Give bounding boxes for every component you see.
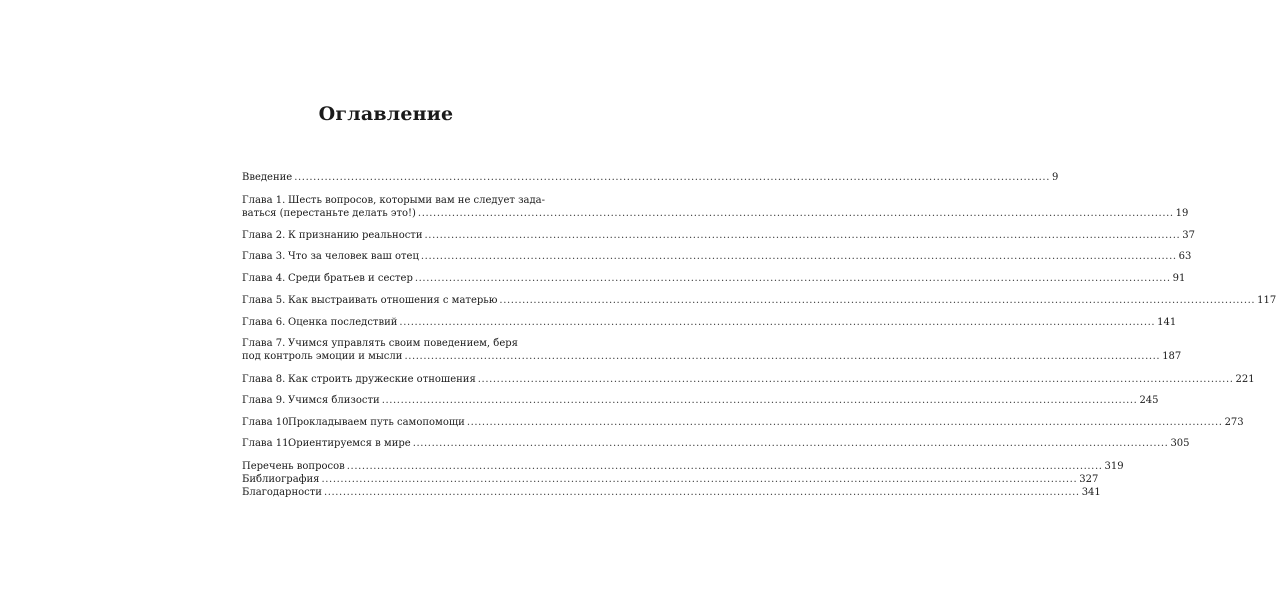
toc-entry-text: К признанию реальности bbox=[288, 230, 423, 241]
toc-entry-bibliography[interactable] bbox=[242, 473, 1099, 487]
toc-entry-chapter-1-line-1 bbox=[242, 194, 546, 208]
leader-dots: ........................................................................................................................................................................................................ bbox=[477, 374, 1234, 385]
leader-dots: ........................................................................................................................................................................................................ bbox=[321, 474, 1078, 485]
chapter-label: Глава 5. bbox=[242, 295, 286, 306]
leader-dots: ........................................................................................................................................................................................................ bbox=[381, 395, 1138, 406]
toc-entry-text: под контроль эмоции и мысли bbox=[242, 351, 403, 362]
toc-entry-chapter-7[interactable] bbox=[242, 350, 1182, 364]
toc-entry-text: Шесть вопросов, которыми вам не следует зада- bbox=[288, 195, 546, 206]
toc-page-number: 63 bbox=[1178, 251, 1192, 262]
toc-page-number: 91 bbox=[1172, 273, 1186, 284]
toc-entry-text: Учимся близости bbox=[288, 395, 380, 406]
chapter-label: Глава 9. bbox=[242, 395, 286, 406]
toc-page-number: 221 bbox=[1235, 374, 1255, 385]
toc-entry-chapter-3[interactable] bbox=[242, 250, 1192, 264]
leader-dots: ........................................................................................................................................................................................................ bbox=[417, 208, 1174, 219]
toc-entry-text: ваться (перестаньте делать это!) bbox=[242, 208, 416, 219]
toc-entry-text: Учимся управлять своим поведением, беря bbox=[288, 338, 518, 349]
leader-dots: ........................................................................................................................................................................................................ bbox=[420, 251, 1177, 262]
chapter-label: Глава 4. bbox=[242, 273, 286, 284]
toc-entry-chapter-4[interactable] bbox=[242, 272, 1186, 286]
leader-dots: ........................................................................................................................................................................................................ bbox=[294, 172, 1050, 183]
leader-dots: ........................................................................................................................................................................................................ bbox=[399, 317, 1156, 328]
toc-entry-chapter-11[interactable] bbox=[242, 437, 1190, 451]
chapter-label: Глава 1. bbox=[242, 195, 286, 206]
toc-page-number: 187 bbox=[1162, 351, 1182, 362]
chapter-label: Глава 8. bbox=[242, 374, 286, 385]
toc-page-number: 117 bbox=[1257, 295, 1276, 306]
toc-entry-text: Введение bbox=[242, 172, 293, 183]
toc-entry-text: Библиография bbox=[242, 474, 320, 485]
toc-page-number: 37 bbox=[1182, 230, 1195, 241]
leader-dots: ........................................................................................................................................................................................................ bbox=[323, 487, 1080, 498]
toc-page-number: 319 bbox=[1104, 461, 1124, 472]
leader-dots: ........................................................................................................................................................................................................ bbox=[346, 461, 1103, 472]
toc-entry-text: Благодарности bbox=[242, 487, 322, 498]
chapter-label: Глава 3. bbox=[242, 251, 286, 262]
toc-page-number: 9 bbox=[1051, 172, 1059, 183]
toc-page-number: 327 bbox=[1079, 474, 1099, 485]
toc-entry-acknowledgements[interactable] bbox=[242, 486, 1101, 500]
leader-dots: ........................................................................................................................................................................................................ bbox=[414, 273, 1171, 284]
toc-page-number: 341 bbox=[1081, 487, 1101, 498]
toc-page-number: 305 bbox=[1170, 438, 1190, 449]
chapter-label: Глава 7. bbox=[242, 338, 286, 349]
toc-page-number: 141 bbox=[1157, 317, 1177, 328]
chapter-label: Глава 10. bbox=[242, 417, 292, 428]
toc-entry-text: Как строить дружеские отношения bbox=[288, 374, 476, 385]
leader-dots: ........................................................................................................................................................................................................ bbox=[412, 438, 1169, 449]
toc-entry-text: Ориентируемся в мире bbox=[288, 438, 411, 449]
toc-entry-text: Оценка последствий bbox=[288, 317, 398, 328]
leader-dots: ........................................................................................................................................................................................................ bbox=[424, 230, 1181, 241]
page-title: Оглавление bbox=[318, 103, 454, 125]
toc-entry-chapter-2[interactable] bbox=[242, 229, 1195, 243]
toc-page-number: 273 bbox=[1224, 417, 1244, 428]
toc-entry-chapter-5[interactable] bbox=[242, 294, 1276, 308]
toc-entry-text: Прокладываем путь самопомощи bbox=[288, 417, 465, 428]
toc-entry-text: Перечень вопросов bbox=[242, 461, 345, 472]
chapter-label: Глава 6. bbox=[242, 317, 286, 328]
toc-entry-chapter-8[interactable] bbox=[242, 373, 1255, 387]
toc-entry-text: Как выстраивать отношения с матерью bbox=[288, 295, 498, 306]
toc-entry-chapter-6[interactable] bbox=[242, 316, 1177, 330]
toc-entry-text: Среди братьев и сестер bbox=[288, 273, 413, 284]
leader-dots: ........................................................................................................................................................................................................ bbox=[499, 295, 1256, 306]
leader-dots: ........................................................................................................................................................................................................ bbox=[466, 417, 1223, 428]
toc-entry-text: Что за человек ваш отец bbox=[288, 251, 419, 262]
chapter-label: Глава 11. bbox=[242, 438, 292, 449]
toc-entry-chapter-1[interactable] bbox=[242, 207, 1189, 221]
chapter-label: Глава 2. bbox=[242, 230, 286, 241]
toc-page-number: 19 bbox=[1175, 208, 1189, 219]
toc-entry-chapter-9[interactable] bbox=[242, 394, 1159, 408]
toc-entry-questions[interactable] bbox=[242, 460, 1124, 474]
toc-entry-intro[interactable] bbox=[242, 171, 1059, 185]
toc-entry-chapter-10[interactable] bbox=[242, 416, 1244, 430]
toc-page-number: 245 bbox=[1139, 395, 1159, 406]
leader-dots: ........................................................................................................................................................................................................ bbox=[404, 351, 1161, 362]
toc-entry-chapter-7-line-1 bbox=[242, 337, 529, 351]
